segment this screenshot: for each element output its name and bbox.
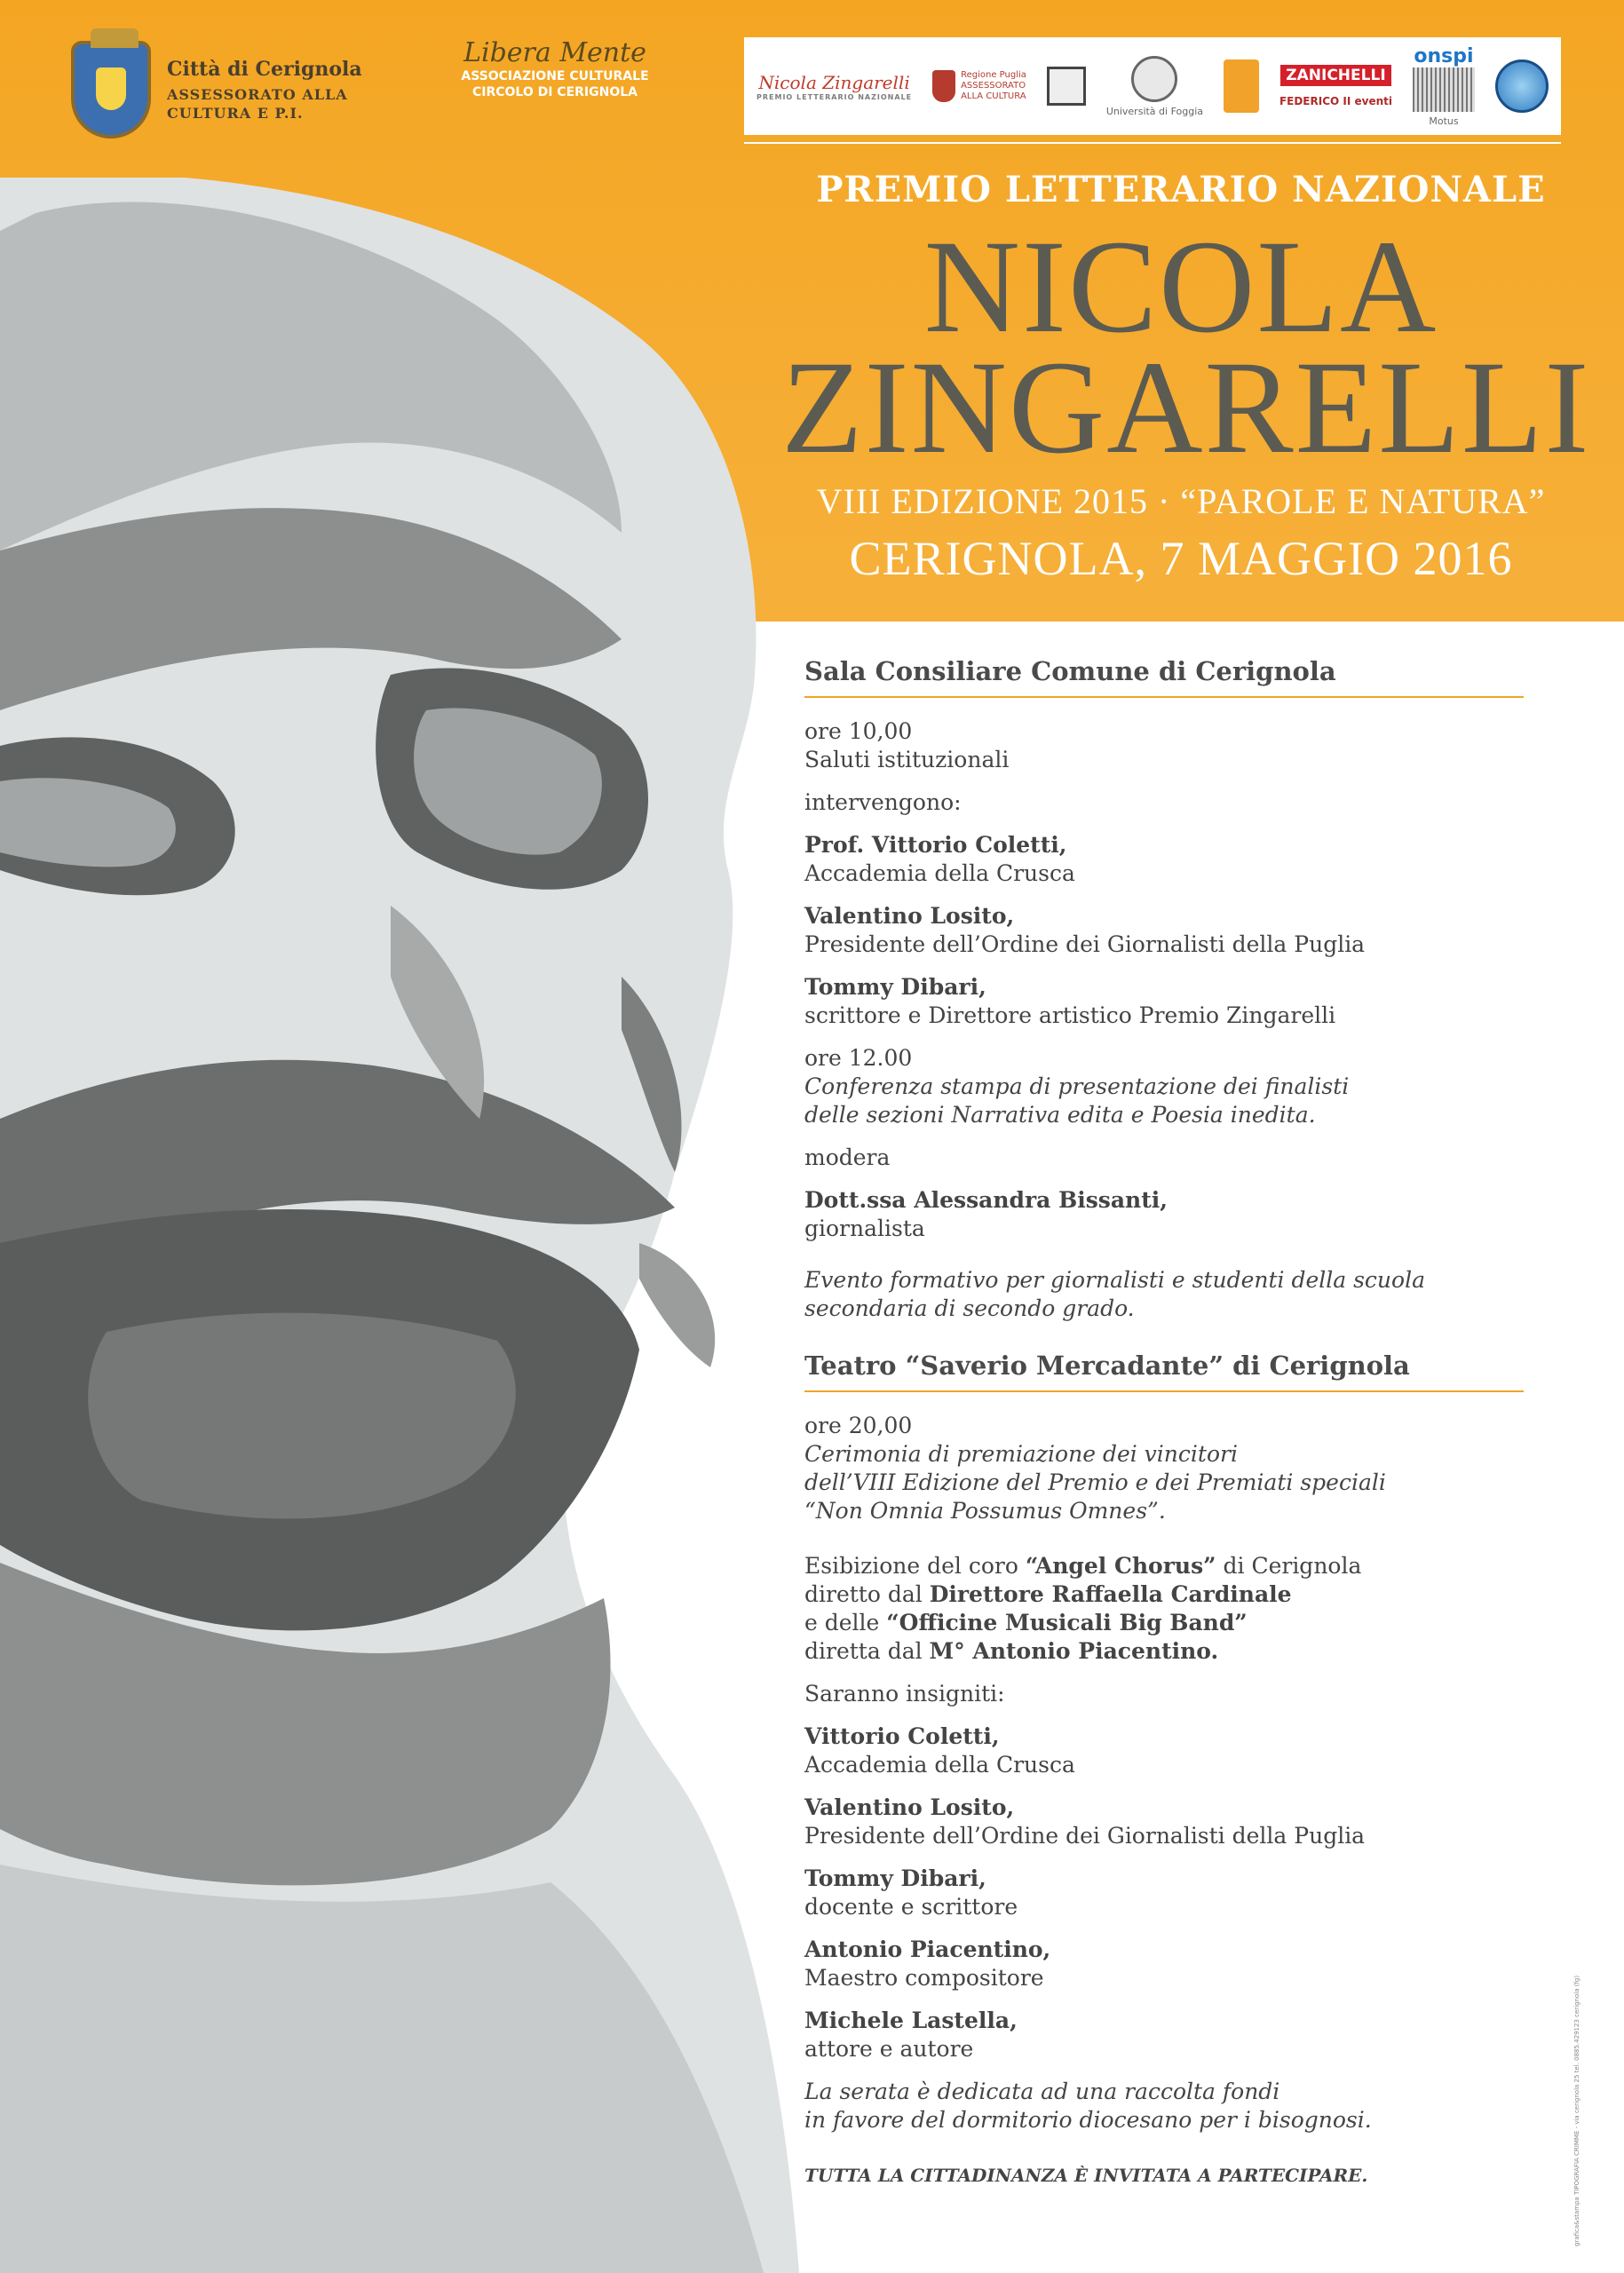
ceremony-line3: “Non Omnia Possumus Omnes”. bbox=[804, 1498, 1166, 1524]
award-title-line2: ZINGARELLI bbox=[781, 334, 1591, 481]
awarded-label bbox=[804, 1680, 1533, 1708]
federico-label: FEDERICO II eventi bbox=[1279, 95, 1392, 107]
training-line1: Evento formativo per giornalisti e studenti della scuola bbox=[804, 1267, 1425, 1293]
dedication-line2: in favore del dormitorio diocesano per i bisognosi. bbox=[804, 2107, 1372, 2133]
invitation-text: TUTTA LA CITTADINANZA È INVITATA A PARTECIPARE. bbox=[804, 2165, 1368, 2186]
mente-word: Mente bbox=[559, 37, 646, 68]
conference-line1: Conferenza stampa di presentazione dei finalisti bbox=[804, 1073, 1350, 1099]
speaker-1-name: Prof. Vittorio Coletti, bbox=[804, 832, 1067, 858]
awardee-2-role: Presidente dell’Ordine dei Giornalisti della Puglia bbox=[804, 1823, 1366, 1849]
title-area bbox=[781, 169, 1591, 586]
sponsor-rule bbox=[744, 142, 1561, 144]
regione-shield-icon bbox=[932, 70, 955, 102]
regione-line1: Regione Puglia bbox=[961, 70, 1026, 80]
city-dept-line2: CULTURA E P.I. bbox=[167, 105, 304, 122]
regione-line3: ALLA CULTURA bbox=[961, 91, 1026, 101]
awardee-4-name: Antonio Piacentino, bbox=[804, 1936, 1051, 1962]
libera-mente-wordmark bbox=[444, 37, 666, 68]
sponsor-zanichelli bbox=[1279, 65, 1392, 107]
time-20: ore 20,00 bbox=[804, 1413, 913, 1438]
awardee-5-role: attore e autore bbox=[804, 2036, 974, 2062]
city-dept-line1: ASSESSORATO ALLA bbox=[167, 86, 348, 103]
ceremony-line2: dell’VIII Edizione del Premio e dei Premiati speciali bbox=[804, 1469, 1386, 1495]
awarded-text: Saranno insigniti: bbox=[804, 1681, 1005, 1707]
orange-logo-icon bbox=[1224, 59, 1259, 113]
moderator bbox=[804, 1186, 1533, 1243]
unifg-label: Università di Foggia bbox=[1105, 105, 1204, 117]
awardee-4 bbox=[804, 1936, 1533, 1992]
libera-sub-line1: ASSOCIAZIONE CULTURALE bbox=[461, 69, 649, 83]
awardee-5-name: Michele Lastella, bbox=[804, 2008, 1018, 2033]
emblem-icon bbox=[1047, 67, 1086, 106]
section1-heading: Sala Consiliare Comune di Cerignola bbox=[804, 657, 1524, 698]
moderator-label bbox=[804, 1144, 1533, 1172]
speaker-2-role: Presidente dell’Ordine dei Giornalisti della Puglia bbox=[804, 931, 1366, 957]
band-a: e delle bbox=[804, 1610, 887, 1635]
awardee-1-role: Accademia della Crusca bbox=[804, 1752, 1075, 1778]
libera-sub-line2: CIRCOLO DI CERIGNOLA bbox=[471, 85, 638, 99]
band-b: “Officine Musicali Big Band” bbox=[886, 1610, 1248, 1635]
program bbox=[804, 657, 1533, 2204]
press-conference-block bbox=[804, 1044, 1533, 1129]
print-credit: grafica&stampa TIPOGRAFIA CRIMME - via cerignola 25 tel. 0885.429123 cerignola (fg) bbox=[1573, 1975, 1580, 2246]
awardee-1-name: Vittorio Coletti, bbox=[804, 1723, 1000, 1749]
edition-line: VIII EDIZIONE 2015 · “PAROLE E NATURA” bbox=[816, 481, 1546, 521]
libera-mente-logo bbox=[444, 37, 666, 100]
awardee-3 bbox=[804, 1865, 1533, 1921]
award-pre-title: PREMIO LETTERARIO NAZIONALE bbox=[816, 169, 1546, 210]
sponsor-orange bbox=[1224, 59, 1259, 113]
greetings-text: Saluti istituzionali bbox=[804, 747, 1010, 772]
awardee-3-role: docente e scrittore bbox=[804, 1894, 1018, 1920]
sponsor-unifg bbox=[1106, 56, 1203, 117]
director-line bbox=[804, 1580, 1533, 1609]
choir-c: di Cerignola bbox=[1216, 1553, 1362, 1579]
band-director-b: M° Antonio Piacentino. bbox=[929, 1638, 1219, 1664]
ceremony-block bbox=[804, 1412, 1533, 1525]
choir-line bbox=[804, 1552, 1533, 1580]
motus-label: Motus bbox=[1429, 115, 1459, 127]
unifg-seal-icon bbox=[1131, 56, 1177, 102]
onspi-label: onspi bbox=[1414, 45, 1474, 67]
time-10: ore 10,00 bbox=[804, 718, 913, 744]
intervene-text: intervengono: bbox=[804, 789, 962, 815]
band-line bbox=[804, 1609, 1533, 1637]
time-12: ore 12.00 bbox=[804, 1045, 913, 1071]
awardee-2-name: Valentino Losito, bbox=[804, 1794, 1015, 1820]
sponsor-zingarelli-name: Nicola Zingarelli bbox=[758, 71, 910, 93]
music-block bbox=[804, 1552, 1533, 1666]
motus-logo-icon bbox=[1413, 67, 1475, 112]
intervene-label bbox=[804, 788, 1533, 817]
speaker-1-role: Accademia della Crusca bbox=[804, 860, 1075, 886]
invitation bbox=[804, 2161, 1533, 2190]
speaker-2-name: Valentino Losito, bbox=[804, 903, 1015, 929]
dedication-line1: La serata è dedicata ad una raccolta fondi bbox=[804, 2079, 1280, 2104]
regione-line2: ASSESSORATO bbox=[961, 81, 1026, 91]
speaker-3 bbox=[804, 973, 1533, 1030]
awardee-2 bbox=[804, 1794, 1533, 1850]
speaker-2 bbox=[804, 902, 1533, 959]
speaker-3-role: scrittore e Direttore artistico Premio Zingarelli bbox=[804, 1002, 1336, 1028]
moderator-role: giornalista bbox=[804, 1216, 925, 1241]
section2-heading: Teatro “Saverio Mercadante” di Cerignola bbox=[804, 1351, 1524, 1392]
training-note bbox=[804, 1266, 1533, 1323]
sponsor-onspi bbox=[1413, 45, 1475, 127]
blue-seal-icon bbox=[1495, 59, 1549, 113]
speaker-1 bbox=[804, 831, 1533, 888]
sponsor-zingarelli-sub: PREMIO LETTERARIO NAZIONALE bbox=[757, 92, 913, 101]
city-crest-icon bbox=[71, 41, 151, 139]
award-title-line1: NICOLA bbox=[923, 213, 1438, 360]
libera-word: Libera bbox=[463, 37, 551, 68]
modera-text: modera bbox=[804, 1144, 891, 1170]
header-logos bbox=[0, 0, 1624, 169]
zanichelli-label: ZANICHELLI bbox=[1280, 65, 1390, 86]
sponsor-zingarelli bbox=[757, 72, 912, 101]
awardee-5 bbox=[804, 2007, 1533, 2063]
band-director-a: diretta dal bbox=[804, 1638, 930, 1664]
greetings-block bbox=[804, 717, 1533, 774]
dedication bbox=[804, 2078, 1533, 2134]
portrait-illustration bbox=[0, 178, 799, 2273]
city-logo-text bbox=[167, 58, 362, 122]
sponsor-emblem bbox=[1047, 67, 1086, 106]
sponsor-strip bbox=[744, 37, 1561, 135]
moderator-name: Dott.ssa Alessandra Bissanti, bbox=[804, 1187, 1168, 1213]
awardee-1 bbox=[804, 1723, 1533, 1779]
choir-a: Esibizione del coro bbox=[804, 1553, 1026, 1579]
city-logo bbox=[71, 41, 362, 139]
city-date: CERIGNOLA, 7 MAGGIO 2016 bbox=[849, 532, 1513, 585]
training-line2: secondaria di secondo grado. bbox=[804, 1295, 1135, 1321]
choir-b: “Angel Chorus” bbox=[1025, 1553, 1216, 1579]
awardee-4-role: Maestro compositore bbox=[804, 1965, 1044, 1991]
speaker-3-name: Tommy Dibari, bbox=[804, 974, 986, 1000]
director-b: Direttore Raffaella Cardinale bbox=[929, 1581, 1292, 1607]
awardee-3-name: Tommy Dibari, bbox=[804, 1865, 986, 1891]
sponsor-blue-seal bbox=[1495, 59, 1549, 113]
ceremony-line1: Cerimonia di premiazione dei vincitori bbox=[804, 1441, 1238, 1467]
conference-line2: delle sezioni Narrativa edita e Poesia inedita. bbox=[804, 1102, 1316, 1128]
band-director-line bbox=[804, 1637, 1533, 1666]
director-a: diretto dal bbox=[804, 1581, 930, 1607]
sponsor-regione-puglia bbox=[932, 70, 1026, 102]
city-name: Città di Cerignola bbox=[167, 58, 362, 81]
